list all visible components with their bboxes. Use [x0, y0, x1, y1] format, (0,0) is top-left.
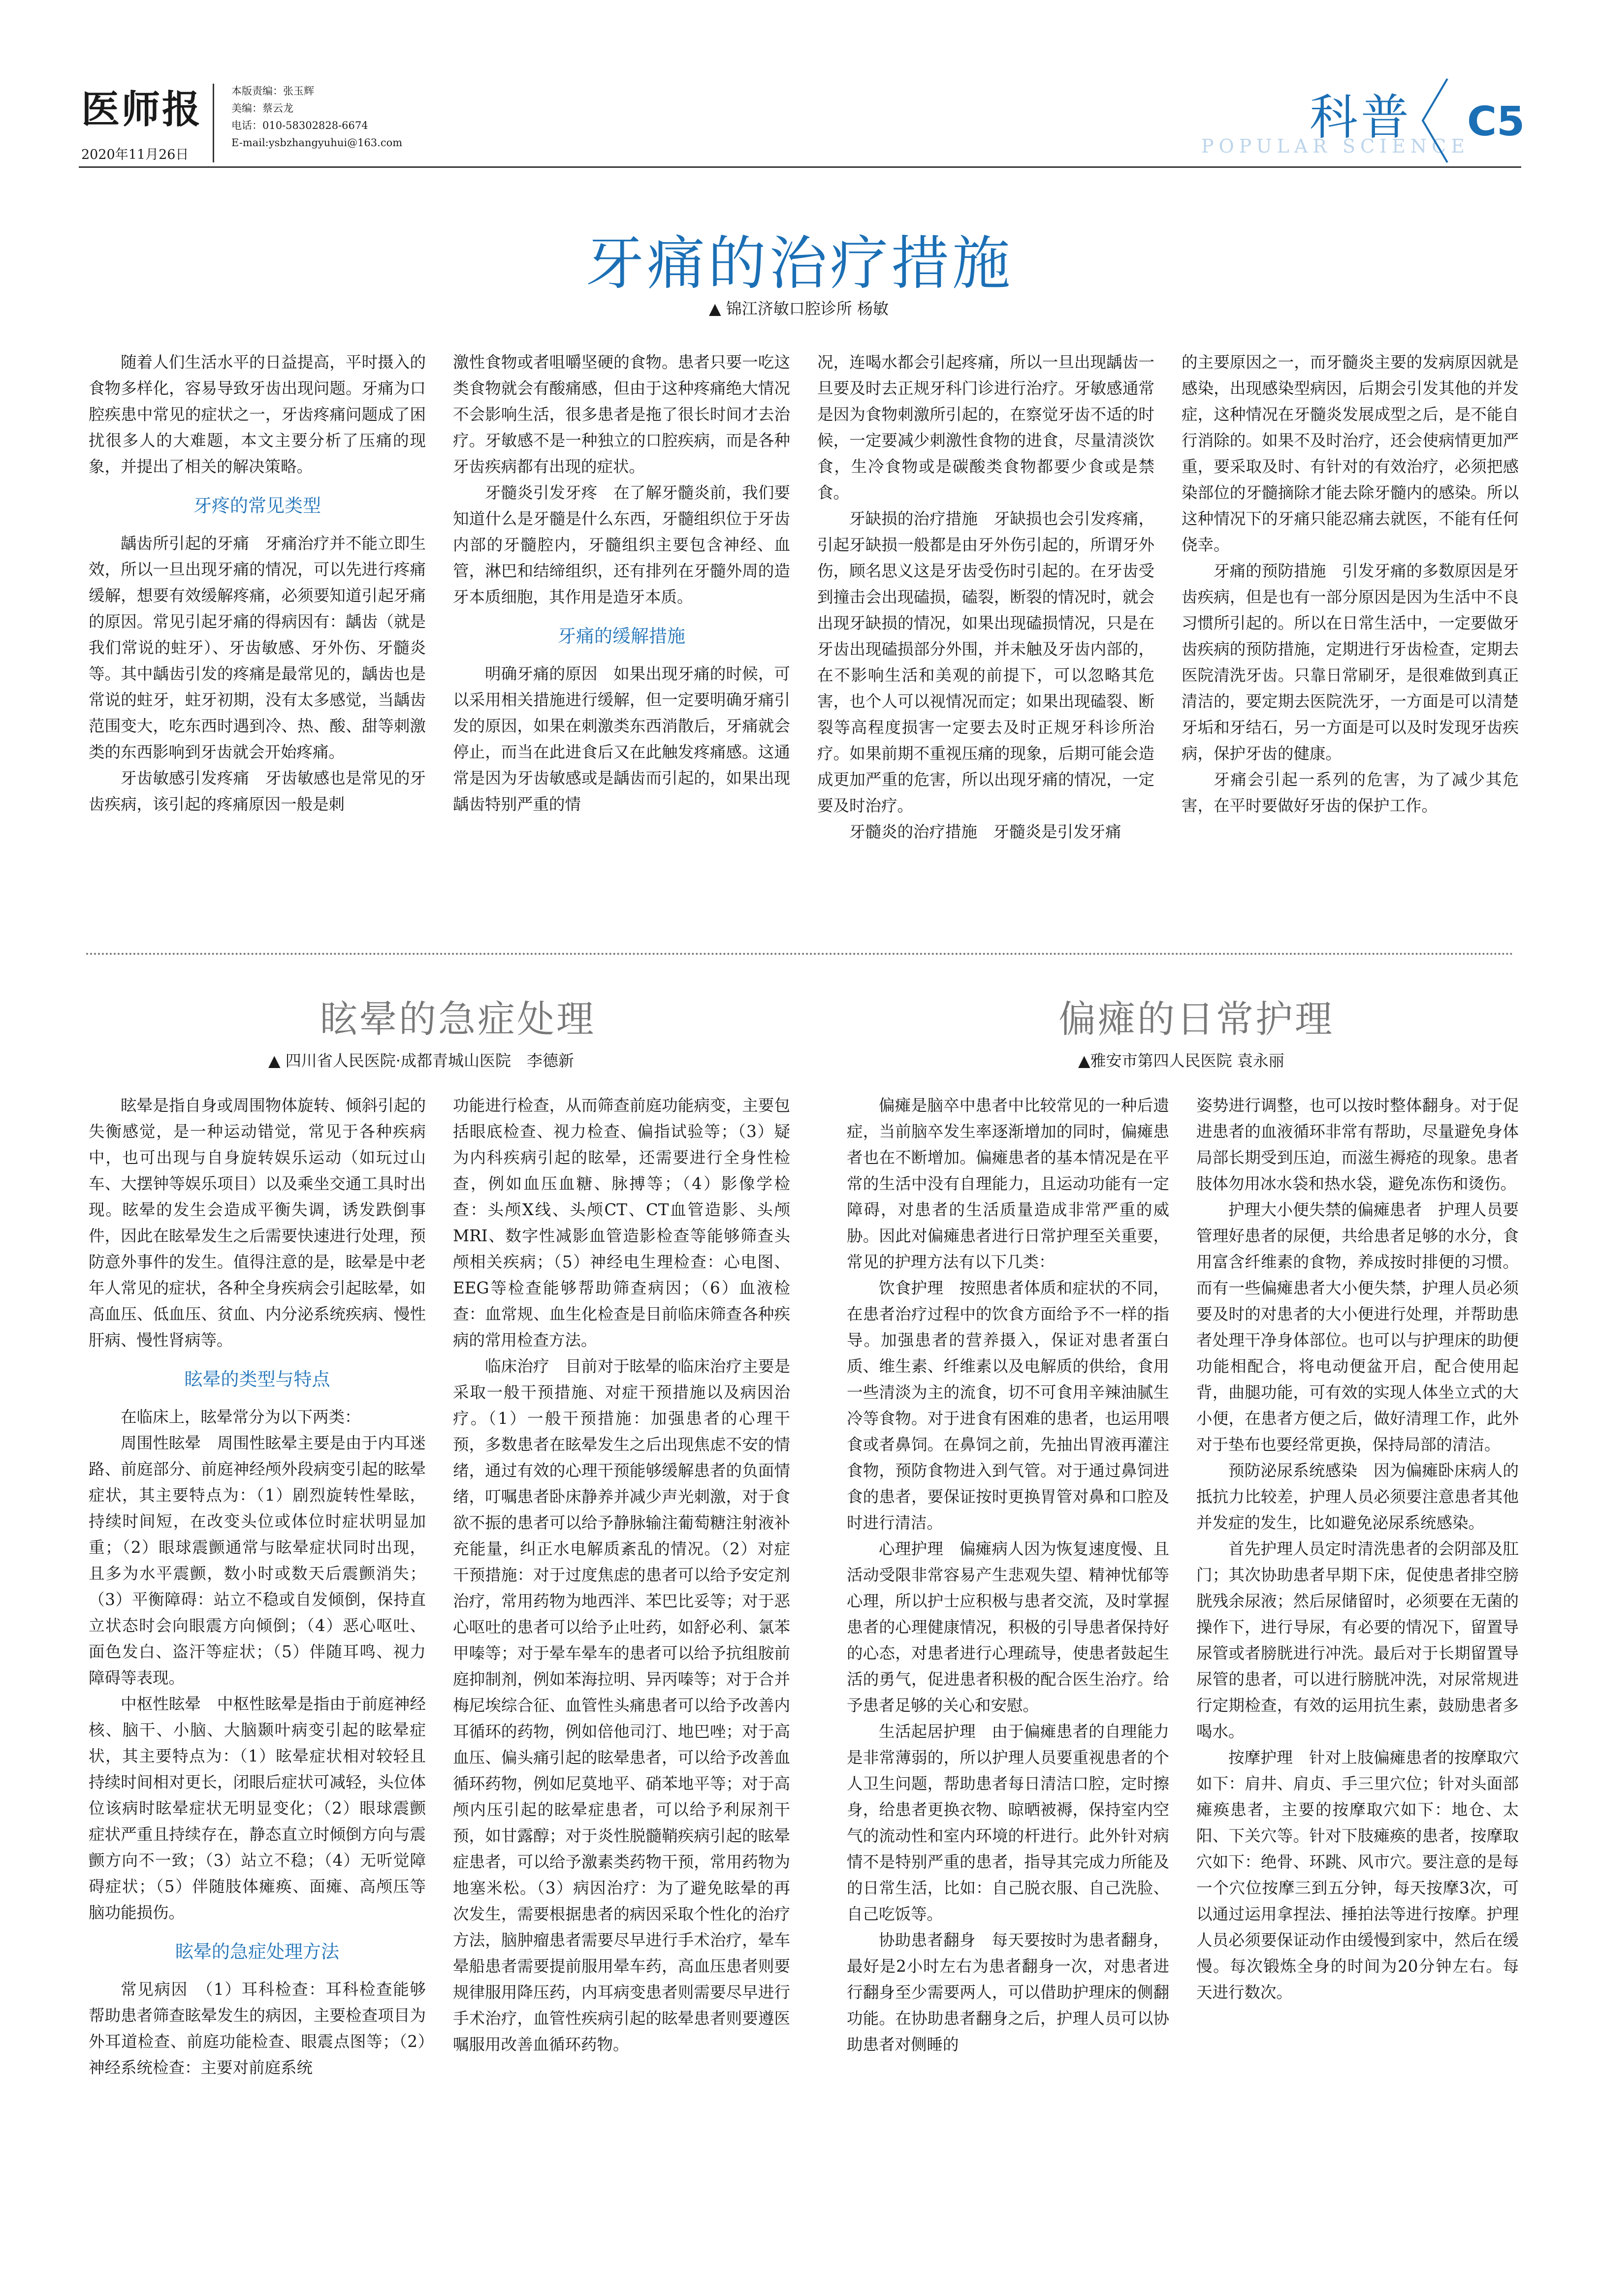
- paragraph: 周围性眩晕 周围性眩晕主要是由于内耳迷路、前庭部分、前庭神经颅外段病变引起的眩晕症状，其主要特点为：（1）剧烈旋转性晕眩，持续时间短，在改变头位或体位时症状明显加重；（2）眼球震颤通常与眩晕症状同时出现，且多为水平震颤，数小时或数天后震颤消失；（3）平衡障碍：站立不稳或自发倾倒，保持直立状态时会向眼震方向倾倒；（4）恶心呕吐、面色发白、盗汗等症状；（5）伴随耳鸣、视力障碍等表现。: [89, 1434, 426, 1687]
- credit-phone: 电话：010-58302828-6674: [231, 120, 368, 131]
- paragraph: 偏瘫是脑卒中患者中比较常见的一种后遗症，当前脑卒发生率逐渐增加的同时，偏瘫患者也在不断增加。偏瘫患者的基本情况是在平常的生活中没有自理能力，且运动功能有一定障碍，对患者的生活质量造成非常严重的威胁。因此对偏瘫患者进行日常护理至关重要，常见的护理方法有以下几类：: [847, 1096, 1169, 1271]
- paragraph: 功能进行检查，从而筛查前庭功能病变，主要包括眼底检查、视力检查、偏指试验等；（3）疑为内科疾病引起的眩晕，还需要进行全身性检查，例如血压血糖、脉搏等；（4）影像学检查：头颅X线、头颅CT、CT血管造影、头颅MRI、数字性减影血管造影检查等能够筛查头颅相关疾病；（5）神经电生理检查：心电图、EEG等检查能够帮助筛查病因；（6）血液检查：血常规、血生化检查是目前临床筛查各种疾病的常用检查方法。: [453, 1096, 790, 1350]
- article-title-hemiplegia: 偏瘫的日常护理: [1058, 997, 1334, 1041]
- paragraph: 牙髓炎的治疗措施 牙髓炎是引发牙痛: [849, 822, 1121, 841]
- masthead-rule: [79, 166, 1521, 168]
- paragraph: 预防泌尿系统感染 因为偏瘫卧床病人的抵抗力比较差，护理人员必须要注意患者其他并发症的发生，比如避免泌尿系统感染。: [1196, 1461, 1519, 1532]
- article-column: [453, 349, 790, 818]
- section-name: 科普: [1310, 90, 1412, 146]
- article-column: [847, 1093, 1169, 2058]
- section-divider: [86, 953, 1514, 955]
- page-number: C5: [1467, 98, 1525, 145]
- paragraph: 生活起居护理 由于偏瘫患者的自理能力是非常薄弱的，所以护理人员要重视患者的个人卫生问题，帮助患者每日清洁口腔，定时擦身，给患者更换衣物、晾晒被褥，保持室内空气的流动性和室内环境的杆进行。此外针对病情不是特别严重的患者，指导其完成力所能及的日常生活，比如：自己脱衣服、自己洗脸、自己吃饭等。: [847, 1722, 1169, 1923]
- paragraph: 激性食物或者咀嚼坚硬的食物。患者只要一吃这类食物就会有酸痛感，但由于这种疼痛绝大情况不会影响生活，很多患者是拖了很长时间才去治疗。牙敏感不是一种独立的口腔疾病，而是各种牙齿疾病都有出现的症状。: [453, 353, 790, 476]
- paragraph: 明确牙痛的原因 如果出现牙痛的时候，可以采用相关措施进行缓解，但一定要明确牙痛引发的原因，如果在刺激类东西消散后，牙痛就会停止，而当在此进食后又在此触发疼痛感。这通常是因为牙齿敏感或是龋齿而引起的，如果出现龋齿特别严重的情: [453, 664, 790, 814]
- paragraph: 的主要原因之一，而牙髓炎主要的发病原因就是感染，出现感染型病因，后期会引发其他的并发症，这种情况在牙髓炎发展成型之后，是不能自行消除的。如果不及时治疗，还会使病情更加严重，要采取及时、有针对的有效治疗，必须把感染部位的牙髓摘除才能去除牙髓内的感染。所以这种情况下的牙痛只能忍痛去就医，不能有任何侥幸。: [1182, 353, 1519, 554]
- section-heading: 牙疼的常见类型: [193, 495, 321, 516]
- paragraph: 常见病因 （1）耳科检查：耳科检查能够帮助患者筛查眩晕发生的病因，主要检查项目为外耳道检查、前庭功能检查、眼震点图等；（2）神经系统检查：主要对前庭系统: [89, 1980, 426, 2077]
- paragraph: 在临床上，眩晕常分为以下两类：: [121, 1408, 361, 1426]
- paragraph: 首先护理人员定时清洗患者的会阴部及肛门；其次协助患者早期下床，促使患者排空膀胱残余尿液；然后尿储留时，必须要在无菌的操作下，进行导尿，有必要的情况下，留置导尿管或者膀胱进行冲洗。最后对于长期留置导尿管的患者，可以进行膀胱冲洗，对尿常规进行定期检查，有效的运用抗生素，鼓励患者多喝水。: [1196, 1540, 1519, 1741]
- article-column: [1182, 349, 1519, 819]
- article-column: [817, 349, 1154, 845]
- article-column: [453, 1093, 790, 2058]
- paragraph: 临床治疗 目前对于眩晕的临床治疗主要是采取一般干预措施、对症干预措施以及病因治疗。（1）一般干预措施：加强患者的心理干预，多数患者在眩晕发生之后出现焦虑不安的情绪，通过有效的心理干预能够缓解患者的负面情绪，叮嘱患者卧床静养并减少声光刺激，对于食欲不振的患者可以给予静脉输注葡萄糖注射液补充能量，纠正水电解质紊乱的情况。（2）对症干预措施：对于过度焦虑的患者可以给予安定剂治疗，常用药物为地西泮、苯巴比妥等；对于恶心呕吐的患者可以给予止吐药，如舒必利、氯苯甲嗪等；对于晕车晕车的患者可以给予抗组胺前庭抑制剂，例如苯海拉明、异丙嗪等；对于合并梅尼埃综合征、血管性头痛患者可以给予改善内耳循环的药物，例如倍他司汀、地巴唑；对于高血压、偏头痛引起的眩晕患者，可以给予改善血循环药物，例如尼莫地平、硝苯地平等；对于高颅内压引起的眩晕症患者，可以给予利尿剂干预，如甘露醇；对于炎性脱髓鞘疾病引起的眩晕症患者，可以给予激素类药物干预，常用药物为地塞米松。（3）病因治疗：为了避免眩晕的再次发生，需要根据患者的病因采取个性化的治疗方法，脑肿瘤患者需要尽早进行手术治疗，晕车晕船患者需要提前服用晕车药，高血压患者则要规律服用降压药，内耳病变患者则需要尽早进行手术治疗，血管性疾病引起的眩晕患者则要遵医嘱服用改善血循环药物。: [453, 1357, 790, 2054]
- credit-editor: 本版责编：张玉辉: [231, 85, 314, 97]
- paragraph: 护理大小便失禁的偏瘫患者 护理人员要管理好患者的尿便，共给患者足够的水分，食用富含纤维素的食物，养成按时排便的习惯。而有一些偏瘫患者大小便失禁，护理人员必须要及时的对患者的大小便进行处理，并帮助患者处理干净身体部位。也可以与护理床的助便功能相配合，将电动便盆开启，配合使用起背，曲腿功能，可有效的实现人体坐立式的大小便，在患者方便之后，做好清理工作，此外对于垫布也要经常更换，保持局部的清洁。: [1196, 1200, 1519, 1454]
- paragraph: 龋齿所引起的牙痛 牙痛治疗并不能立即生效，所以一旦出现牙痛的情况，可以先进行疼痛缓解，想要有效缓解疼痛，必须要知道引起牙痛的原因。常见引起牙痛的得病因有：龋齿（就是我们常说的蛀牙）、牙齿敏感、牙外伤、牙髓炎等。其中龋齿引发的疼痛是最常见的，龋齿也是常说的蛀牙，蛀牙初期，没有太多感觉，当龋齿范围变大，吃东西时遇到冷、热、酸、甜等刺激类的东西影响到牙齿就会开始疼痛。: [89, 534, 426, 761]
- article-byline-hemiplegia: ▲雅安市第四人民医院 袁永丽: [1078, 1051, 1284, 1070]
- paragraph: 牙髓炎引发牙疼 在了解牙髓炎前，我们要知道什么是牙髓是什么东西，牙髓组织位于牙齿内部的牙髓腔内，牙髓组织主要包含神经、血管，淋巴和结缔组织，还有排列在牙髓外周的造牙本质细胞，其作用是造牙本质。: [453, 483, 790, 606]
- paragraph: 中枢性眩晕 中枢性眩晕是指由于前庭神经核、脑干、小脑、大脑颞叶病变引起的眩晕症状，其主要特点为：（1）眩晕症状相对较轻且持续时间相对更长，闭眼后症状可减轻，头位体位该病时眩晕症状无明显变化；（2）眼球震颤症状严重且持续存在，静态直立时倾倒方向与震颤方向不一致；（3）站立不稳；（4）无听觉障碍症状；（5）伴随肢体瘫痪、面瘫、高颅压等脑功能损伤。: [89, 1695, 426, 1922]
- paragraph: 牙痛的预防措施 引发牙痛的多数原因是牙齿疾病，但是也有一部分原因是因为生活中不良习惯所引起的。所以在日常生活中，一定要做牙齿疾病的预防措施，定期进行牙齿检查，定期去医院清洗牙齿。只靠日常刷牙，是很难做到真正清洁的，要定期去医院洗牙，一方面是可以清楚牙垢和牙结石，另一方面是可以及时发现牙齿疾病，保护牙齿的健康。: [1182, 562, 1519, 763]
- section-heading: 眩晕的急症处理方法: [175, 1941, 339, 1962]
- article-column: [1196, 1093, 1519, 2006]
- paragraph: 牙痛会引起一系列的危害，为了减少其危害，在平时要做好牙齿的保护工作。: [1182, 770, 1519, 815]
- paragraph: 心理护理 偏瘫病人因为恢复速度慢、且活动受限非常容易产生悲观失望、精神忧郁等心理，所以护士应积极与患者交流，及时掌握患者的心理健康情况，积极的引导患者保持好的心态，对患者进行心理疏导，使患者鼓起生活的勇气，促进患者积极的配合医生治疗。给予患者足够的关心和安慰。: [847, 1540, 1169, 1715]
- section-heading: 牙痛的缓解措施: [558, 626, 685, 647]
- article-title-toothache: 牙痛的治疗措施: [585, 229, 1013, 297]
- section-heading: 眩晕的类型与特点: [184, 1369, 330, 1390]
- credit-email: E-mail:ysbzhangyuhui@163.com: [231, 137, 403, 149]
- paragraph: 协助患者翻身 每天要按时为患者翻身，最好是2小时左右为患者翻身一次，对患者进行翻身至少需要两人，可以借助护理床的侧翻功能。在协助患者翻身之后，护理人员可以协助患者对侧睡的: [847, 1931, 1169, 2054]
- article-title-vertigo: 眩晕的急症处理: [320, 997, 596, 1041]
- paragraph: 牙缺损的治疗措施 牙缺损也会引发疼痛，引起牙缺损一般都是由牙外伤引起的，所谓牙外伤，顾名思义这是牙齿受伤时引起的。在牙齿受到撞击会出现磕损，磕裂，断裂的情况时，就会出现牙缺损的情况，如果出现磕损情况，只是在牙齿出现磕损部分外围，并未触及牙齿内部的，在不影响生活和美观的前提下，可以忽略其危害，也个人可以视情况而定；如果出现磕裂、断裂等高程度损害一定要去及时正规牙科诊所治疗。如果前期不重视压痛的现象，后期可能会造成更加严重的危害，所以出现牙痛的情况，一定要及时治疗。: [817, 509, 1154, 815]
- paragraph: 随着人们生活水平的日益提高，平时摄入的食物多样化，容易导致牙齿出现问题。牙痛为口腔疾患中常见的症状之一，牙齿疼痛问题成了困扰很多人的大难题，本文主要分析了压痛的现象，并提出了相关的解决策略。: [89, 353, 426, 476]
- paragraph: 饮食护理 按照患者体质和症状的不同，在患者治疗过程中的饮食方面给予不一样的指导。加强患者的营养摄入，保证对患者蛋白质、维生素、纤维素以及电解质的供给，食用一些清淡为主的流食，切不可食用辛辣油腻生冷等食物。对于进食有困难的患者，也运用喂食或者鼻饲。在鼻饲之前，先抽出胃液再灌注食物，预防食物进入到气管。对于通过鼻饲进食的患者，要保证按时更换胃管对鼻和口腔及时进行清洁。: [847, 1279, 1169, 1532]
- chevron-left-icon: [1418, 74, 1452, 167]
- article-column: [89, 1093, 426, 2081]
- paragraph: 姿势进行调整，也可以按时整体翻身。对于促进患者的血液循环非常有帮助，尽量避免身体局部长期受到压迫，而滋生褥疮的现象。患者肢体勿用冰水袋和热水袋，避免冻伤和烫伤。: [1196, 1096, 1519, 1193]
- issue-date: 2020年11月26日: [81, 147, 189, 162]
- newspaper-logo: 医师报: [81, 87, 203, 132]
- paragraph: 按摩护理 针对上肢偏瘫患者的按摩取穴如下：肩井、肩贞、手三里穴位；针对头面部瘫痪患者，主要的按摩取穴如下：地仓、太阳、下关穴等。针对下肢瘫痪的患者，按摩取穴如下：绝骨、环跳、风市穴。要注意的是每一个穴位按摩三到五分钟，每天按摩3次，可以通过运用拿捏法、捶拍法等进行按摩。护理人员必须要保证动作由缓慢到家中，然后在缓慢。每次锻炼全身的时间为20分钟左右。每天进行数次。: [1196, 1748, 1519, 2002]
- article-column: [89, 349, 426, 818]
- article-byline-toothache: ▲ 锦江济敏口腔诊所 杨敏: [709, 299, 889, 318]
- editor-credits: [231, 83, 402, 152]
- paragraph: 眩晕是指自身或周围物体旋转、倾斜引起的失衡感觉，是一种运动错觉，常见于各种疾病中，也可出现与自身旋转娱乐运动（如玩过山车、大摆钟等娱乐项目）以及乘坐交通工具时出现。眩晕的发生会造成平衡失调，诱发跌倒事件，因此在眩晕发生之后需要快速进行处理，预防意外事件的发生。值得注意的是，眩晕是中老年人常见的症状，各种全身疾病会引起眩晕，如高血压、低血压、贫血、内分泌系统疾病、慢性肝病、慢性肾病等。: [89, 1096, 426, 1350]
- paragraph: 况，连喝水都会引起疼痛，所以一旦出现龋齿一旦要及时去正规牙科门诊进行治疗。牙敏感通常是因为食物刺激所引起的，在察觉牙齿不适的时候，一定要减少刺激性食物的进食，尽量清淡饮食，生冷食物或是碳酸类食物都要少食或是禁食。: [817, 353, 1154, 502]
- section-name-english: POPULAR SCIENCE: [1201, 135, 1470, 157]
- paragraph: 牙齿敏感引发疼痛 牙齿敏感也是常见的牙齿疾病，该引起的疼痛原因一般是刺: [89, 769, 426, 814]
- credit-designer: 美编：蔡云龙: [231, 102, 293, 114]
- masthead-divider: [213, 84, 214, 162]
- article-byline-vertigo: ▲ 四川省人民医院·成都青城山医院 李德新: [268, 1051, 574, 1070]
